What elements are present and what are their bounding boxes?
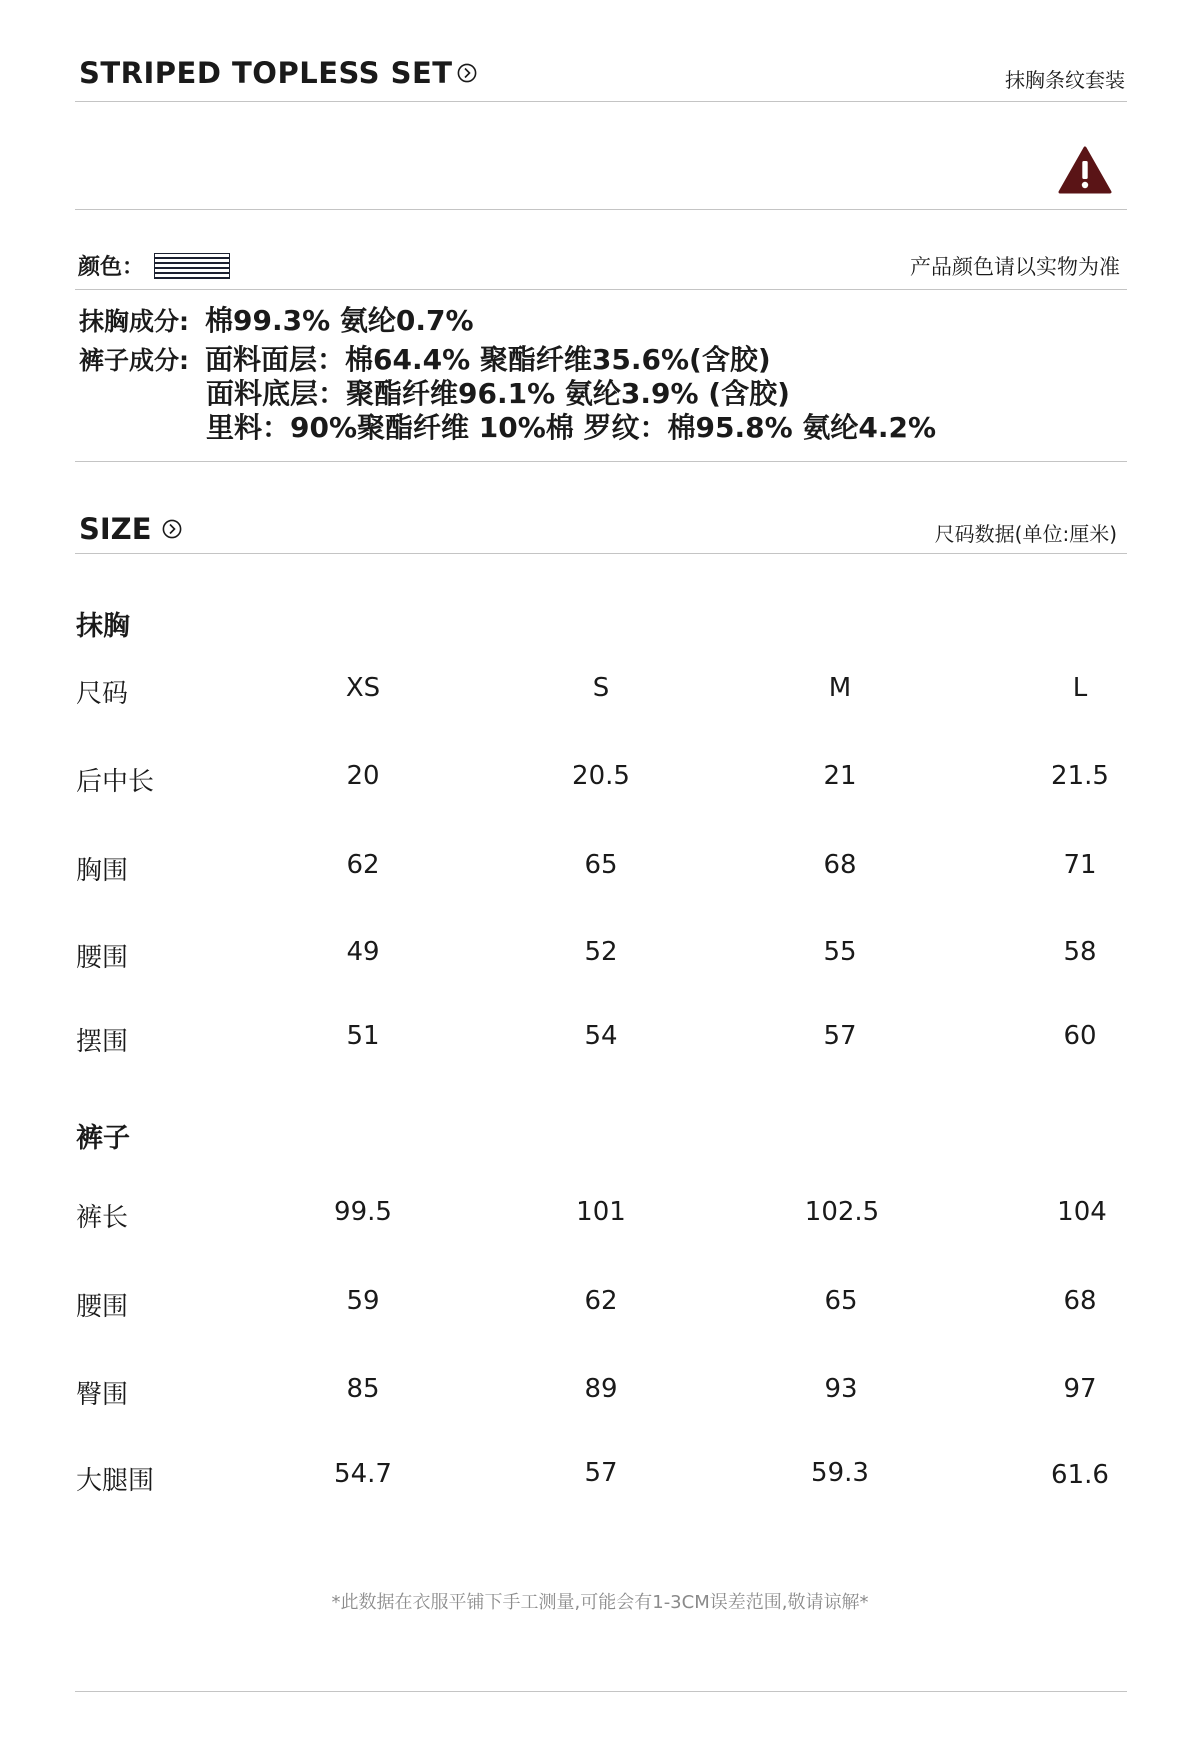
row-label: 后中长 <box>76 767 155 797</box>
row-label: 腰围 <box>76 1292 129 1322</box>
cell-value: 65 <box>584 850 618 880</box>
cell-value: 85 <box>346 1374 380 1404</box>
pants-composition-line: 面料底层：聚酯纤维96.1% 氨纶3.9% (含胶) <box>206 377 790 410</box>
cell-value: 20 <box>346 761 380 791</box>
top-composition-value: 棉99.3% 氨纶0.7% <box>205 304 474 337</box>
cell-value: 54.7 <box>334 1459 392 1489</box>
cell-value: 51 <box>346 1021 380 1051</box>
row-label: 大腿围 <box>76 1466 155 1496</box>
cell-value: 102.5 <box>804 1197 880 1227</box>
cell-value: 97 <box>1063 1374 1097 1404</box>
product-title <box>79 56 477 90</box>
divider <box>75 209 1127 210</box>
row-label: 臀围 <box>76 1380 129 1410</box>
size-title <box>79 512 182 546</box>
cell-value: 68 <box>1063 1286 1097 1316</box>
divider <box>75 461 1127 462</box>
cell-value: 99.5 <box>334 1197 392 1227</box>
cell-value: 59 <box>346 1286 380 1316</box>
top-composition <box>79 304 474 339</box>
product-title-text: STRIPED TOPLESS SET <box>79 56 453 90</box>
row-label: 摆围 <box>76 1027 129 1057</box>
cell-value: 54 <box>584 1021 618 1051</box>
row-label: 尺码 <box>76 679 129 709</box>
color-swatch <box>154 253 230 279</box>
cell-value: 20.5 <box>572 761 630 791</box>
circle-chevron-right-icon <box>162 519 182 539</box>
product-title-cn: 抹胸条纹套装 <box>1005 68 1125 92</box>
cell-value: 60 <box>1063 1021 1097 1051</box>
cell-value: 89 <box>584 1374 618 1404</box>
cell-value: 62 <box>584 1286 618 1316</box>
cell-value: 55 <box>823 937 857 967</box>
cell-value: 61.6 <box>1051 1460 1109 1490</box>
cell-value: 93 <box>824 1374 858 1404</box>
divider <box>75 1691 1127 1692</box>
divider <box>75 101 1127 102</box>
pants-composition <box>79 343 771 378</box>
cell-value: 71 <box>1063 850 1097 880</box>
pants-composition-label: 裤子成分: <box>79 346 189 375</box>
cell-value: 101 <box>576 1197 626 1227</box>
size-unit-note: 尺码数据(单位:厘米) <box>934 522 1117 546</box>
color-label-text: 颜色： <box>78 255 145 280</box>
size-m: M <box>828 673 852 703</box>
cell-value: 58 <box>1063 937 1097 967</box>
size-xs: XS <box>345 673 381 703</box>
size-title-text: SIZE <box>79 512 152 546</box>
size-s: S <box>592 673 610 703</box>
cell-value: 65 <box>824 1286 858 1316</box>
cell-value: 21.5 <box>1051 761 1109 791</box>
cell-value: 59.3 <box>811 1458 869 1488</box>
pants-composition-line: 面料面层：棉64.4% 聚酯纤维35.6%(含胶) <box>205 343 771 376</box>
color-label <box>78 250 230 281</box>
section-title-pants: 裤子 <box>76 1123 130 1154</box>
cell-value: 57 <box>584 1458 618 1488</box>
cell-value: 49 <box>346 937 380 967</box>
row-label: 胸围 <box>76 856 129 886</box>
circle-chevron-right-icon <box>457 63 477 83</box>
divider <box>75 289 1127 290</box>
top-composition-label: 抹胸成分: <box>79 307 189 336</box>
section-title-top: 抹胸 <box>76 611 130 642</box>
row-label: 腰围 <box>76 943 129 973</box>
color-note: 产品颜色请以实物为准 <box>910 255 1120 279</box>
cell-value: 68 <box>823 850 857 880</box>
warning-triangle-icon <box>1058 145 1112 195</box>
row-label: 裤长 <box>76 1203 129 1233</box>
cell-value: 104 <box>1057 1197 1107 1227</box>
cell-value: 62 <box>346 850 380 880</box>
cell-value: 57 <box>823 1021 857 1051</box>
divider <box>75 553 1127 554</box>
footnote: *此数据在衣服平铺下手工测量,可能会有1-3CM误差范围,敬请谅解* <box>331 1592 869 1613</box>
size-l: L <box>1072 673 1088 703</box>
cell-value: 21 <box>823 761 857 791</box>
cell-value: 52 <box>584 937 618 967</box>
pants-composition-line: 里料：90%聚酯纤维 10%棉 罗纹：棉95.8% 氨纶4.2% <box>206 411 937 444</box>
